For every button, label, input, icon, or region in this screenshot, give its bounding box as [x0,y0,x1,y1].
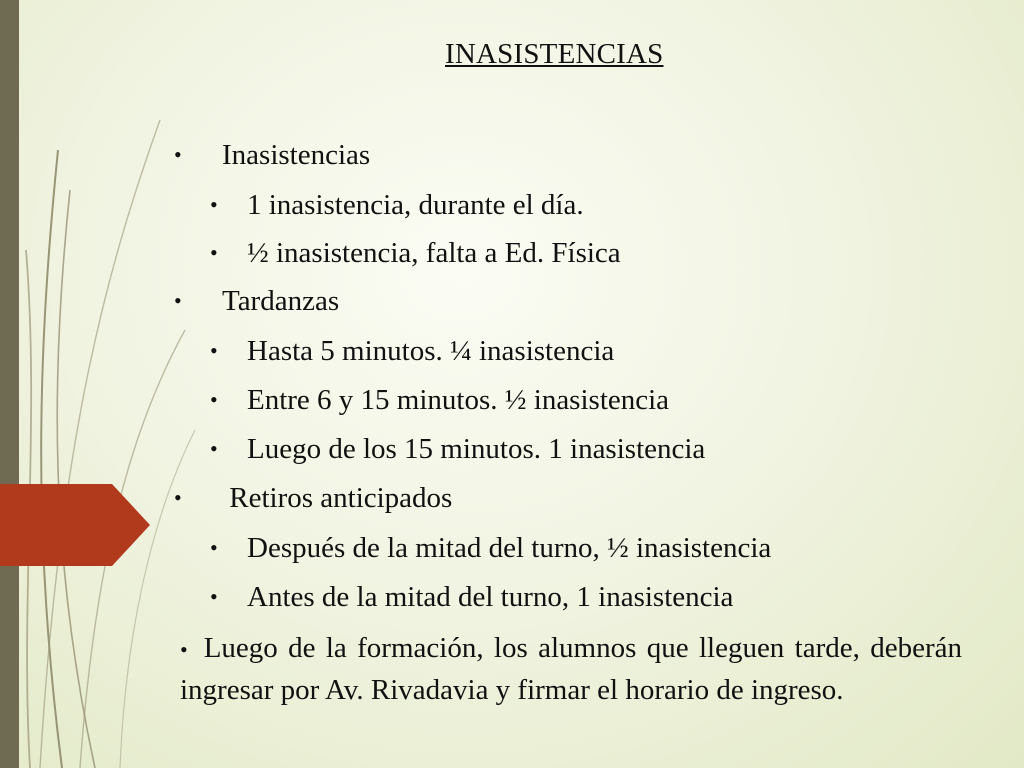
list-item-text: Hasta 5 minutos. ¼ inasistencia [247,335,615,367]
list-item-text: Luego de los 15 minutos. 1 inasistencia [247,433,706,465]
paragraph-text: Luego de la formación, los alumnos que lleguen tarde, deberán ingresar por Av. Rivadavia y firmar el horario de ingreso. [180,632,962,706]
bullet: • [174,288,182,313]
slide-content [174,0,970,768]
bullet: • [174,485,182,510]
list-item-text: Entre 6 y 15 minutos. ½ inasistencia [247,384,670,416]
bullet: • [210,338,218,363]
bullet: • [210,535,218,560]
bullet: • [210,584,218,609]
bullet: • [210,240,218,265]
bullet: • [210,192,218,217]
list-item-text: ½ inasistencia, falta a Ed. Física [247,237,621,269]
list-item-text: 1 inasistencia, durante el día. [247,189,584,221]
bullet: • [210,387,218,412]
bullet: • [210,436,218,461]
list-item-text: Inasistencias [222,139,371,171]
slide-title: INASISTENCIAS [445,38,664,70]
list-item-text: Tardanzas [222,285,340,317]
bullet: • [180,637,188,662]
closing-paragraph [180,628,962,710]
list-item-text: Antes de la mitad del turno, 1 inasistencia [247,581,734,613]
list-item-text: Después de la mitad del turno, ½ inasistencia [247,532,772,564]
bullet: • [174,142,182,167]
red-arrow-tab [0,0,160,768]
list-item-text: Retiros anticipados [222,482,453,514]
